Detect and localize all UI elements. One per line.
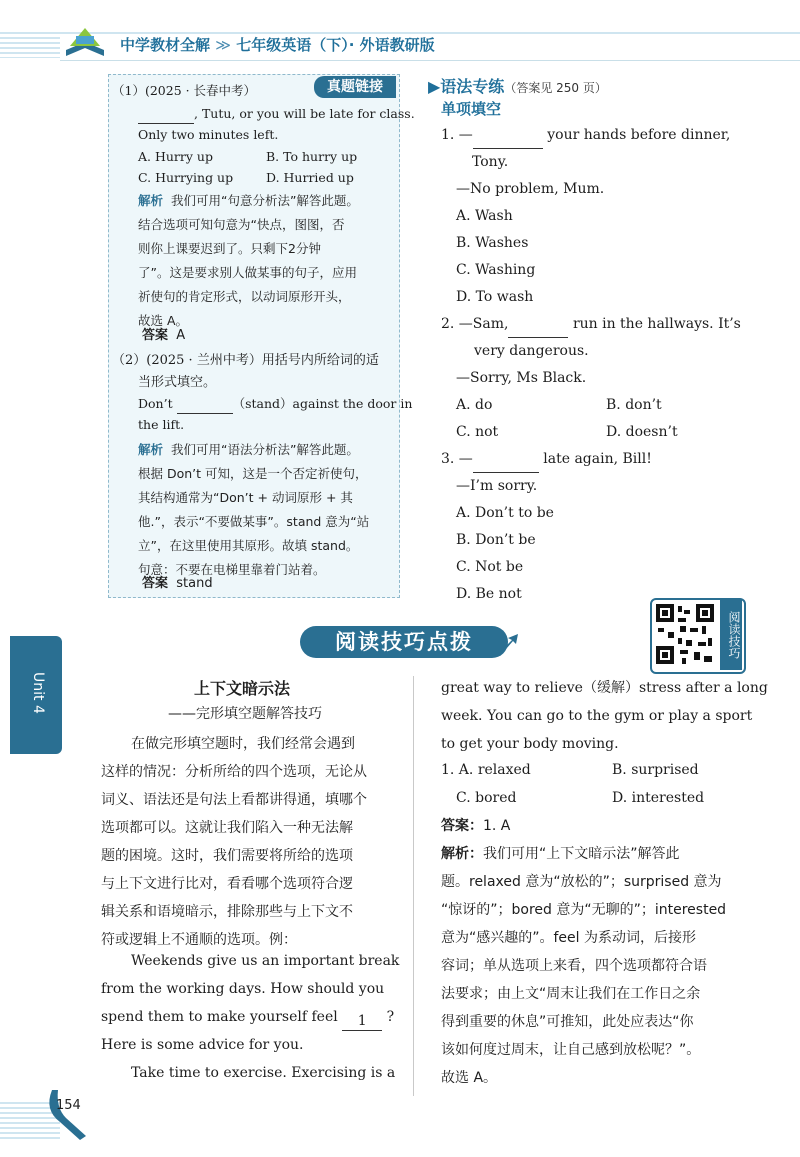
drill-q1-option-d: D. To wash (456, 289, 534, 305)
q1-analysis-label: 解析 (138, 193, 164, 208)
drill-q1-reply: —No problem, Mum. (456, 181, 605, 197)
example-text-cont: great way to relieve（缓解）stress after a long (441, 680, 768, 696)
q1-analysis-line: 我们可用“句意分析法”解答此题。 (170, 193, 359, 208)
example-analysis (441, 840, 680, 868)
drill-q2-option-a: A. do (456, 397, 493, 413)
q1-answer-value: A (176, 328, 186, 343)
q1-answer (142, 324, 185, 343)
method-subtitle: ——完形填空题解答技巧 (168, 706, 322, 722)
arrow-icon (496, 632, 520, 658)
q1-analysis (138, 189, 359, 333)
q-text: run in the hallways. It’s (572, 316, 741, 332)
q1-option-b: B. To hurry up (266, 149, 358, 164)
column-divider (413, 676, 414, 1096)
intro-paragraph: 选项都可以。这就让我们陷入一种无法解 (101, 820, 353, 836)
book-logo-icon (62, 20, 108, 60)
q1-line2: Only two minutes left. (138, 127, 279, 142)
q1-analysis-line: 结合选项可知句意为“快点，图图，否 (138, 217, 345, 232)
q2-answer-label: 答案 (142, 576, 169, 591)
q2-answer (142, 572, 213, 591)
q2-line1-end: （stand）against the door in (232, 396, 413, 411)
q2-answer-value: stand (176, 576, 213, 591)
qr-code-icon[interactable] (654, 602, 716, 666)
example-analysis-line: “惊讶的”；bored 意为“无聊的”；interested (441, 902, 727, 918)
drill-q3-option-c: C. Not be (456, 559, 524, 575)
intro-paragraph: 这样的情况：分析所给的四个选项，无论从 (101, 764, 367, 780)
q1-option-c: C. Hurrying up (138, 170, 234, 185)
q2-blank (177, 413, 233, 414)
example-answer (441, 812, 510, 840)
drill-q1-cont: Tony. (472, 154, 509, 170)
q-text: your hands before dinner, (547, 127, 731, 143)
intro-paragraph: 词义、语法还是句法上看都讲得通，填哪个 (101, 792, 367, 808)
intro-paragraph: 在做完形填空题时，我们经常会遇到 (131, 736, 355, 752)
q2-analysis (138, 438, 369, 582)
drill-q2-option-b: B. don’t (606, 397, 662, 413)
qr-side-label: 阅读技巧 (720, 600, 742, 670)
q1-analysis-line: 则你上课要迟到了。只剩下2分钟 (138, 241, 321, 256)
q-number: 1. — (441, 127, 473, 143)
drill-q2-option-d: D. doesn’t (606, 424, 678, 440)
q-text: late again, Bill! (543, 451, 652, 467)
intro-paragraph: 题的困境。这时，我们需要将所给的选项 (101, 848, 353, 864)
page-number: 154 (56, 1098, 81, 1113)
drill-q3 (441, 446, 652, 473)
drill-q3-option-d: D. Be not (456, 586, 522, 602)
q-number: 2. —Sam, (441, 316, 509, 332)
drill-q2-option-c: C. not (456, 424, 499, 440)
q1-answer-label: 答案 (142, 328, 169, 343)
unit-tab-label: Unit 4 (30, 672, 46, 714)
q2-line1 (138, 393, 412, 414)
exam-link-tag: 真题链接 (314, 76, 396, 98)
example-option-b: B. surprised (612, 762, 699, 778)
example-text: Take time to exercise. Exercising is a (131, 1065, 396, 1081)
q1-option-a: A. Hurry up (138, 149, 213, 164)
example-option-a: 1. A. relaxed (441, 762, 531, 778)
q2-source-cont: 当形式填空。 (138, 375, 217, 390)
example-analysis-label: 解析： (441, 846, 483, 862)
example-analysis-line: 容词；单从选项上来看，四个选项都符合语 (441, 958, 707, 974)
grammar-drill-title (428, 74, 607, 97)
example-option-c: C. bored (456, 790, 517, 806)
example-text-line: spend them to make yourself feel (101, 1009, 338, 1025)
example-text: Weekends give us an important break (131, 953, 400, 969)
example-analysis-line: 该如何度过周末，让自己感到放松呢？”。 (441, 1042, 701, 1058)
intro-paragraph: 符或逻辑上不通顺的选项。例： (101, 932, 297, 948)
header-title (120, 34, 435, 55)
drill-q3-reply: —I’m sorry. (456, 478, 538, 494)
drill-q3-option-a: A. Don’t to be (456, 505, 554, 521)
q1-line1 (138, 103, 415, 124)
example-text: from the working days. How should you (101, 981, 385, 997)
drill-q1-option-b: B. Washes (456, 235, 529, 251)
q2-analysis-line: 其结构通常为“Don’t + 动词原形 + 其 (138, 490, 353, 505)
book-name: 中学教材全解 (120, 36, 211, 54)
example-blank: 1 (342, 1012, 382, 1031)
drill-q3-option-b: B. Don’t be (456, 532, 536, 548)
grammar-drill-title-text: ▶语法专练 (428, 77, 505, 96)
page-number-curve-icon (40, 1086, 94, 1144)
example-text: Here is some advice for you. (101, 1037, 304, 1053)
q1-analysis-line: 故选 A。 (138, 313, 189, 328)
example-analysis-line: 意为“感兴趣的”。feel 为系动词，后接形 (441, 930, 697, 946)
example-analysis-line: 题。relaxed 意为“放松的”；surprised 意为 (441, 874, 722, 890)
q1-option-d: D. Hurried up (266, 170, 354, 185)
drill-q2 (441, 311, 741, 338)
q2-analysis-line: 他.”，表示“不要做某事”。stand 意为“站 (138, 514, 370, 529)
q-number: 3. — (441, 451, 473, 467)
q2-line2: the lift. (138, 417, 185, 432)
drill-q2-cont: very dangerous. (474, 343, 589, 359)
example-analysis-line: 故选 A。 (441, 1070, 498, 1086)
q2-analysis-label: 解析 (138, 442, 164, 457)
example-text-cont: to get your body moving. (441, 736, 619, 752)
q2-analysis-line: 我们可用“语法分析法”解答此题。 (170, 442, 359, 457)
example-analysis-line: 得到重要的休息”可推知，此处应表达“你 (441, 1014, 694, 1030)
q1-analysis-line: 祈使句的肯定形式，以动词原形开头， (138, 289, 351, 304)
reading-skills-banner: 阅读技巧点拨 (300, 626, 508, 658)
grade-label: 七年级英语（下）· 外语教研版 (236, 36, 435, 54)
q2-analysis-line: 句意：不要在电梯里靠着门站着。 (138, 562, 326, 577)
example-answer-value: 1. A (483, 818, 511, 834)
q2-line1-start: Don’t (138, 396, 173, 411)
grammar-drill-note: （答案见 250 页） (504, 81, 607, 95)
q2-source: （2）(2025 · 兰州中考）用括号内所给词的适 (112, 353, 379, 368)
header-arrow: ≫ (215, 36, 231, 54)
drill-q2-reply: —Sorry, Ms Black. (456, 370, 587, 386)
example-answer-label: 答案： (441, 818, 483, 834)
q2-analysis-line: 立”，在这里使用其原形。故填 stand。 (138, 538, 359, 553)
example-text-cont: week. You can go to the gym or play a sport (441, 708, 753, 724)
method-title: 上下文暗示法 (194, 679, 291, 698)
intro-paragraph: 辑关系和语境暗示，排除那些与上下文不 (101, 904, 353, 920)
example-analysis-line: 我们可用“上下文暗示法”解答此 (483, 846, 680, 862)
q1-analysis-line: 了”。这是要求别人做某事的句子，应用 (138, 265, 357, 280)
intro-paragraph: 与上下文进行比对，看看哪个选项符合逻 (101, 876, 353, 892)
unit-tab (10, 636, 62, 754)
q1-source: （1）(2025 · 长春中考） (112, 83, 257, 98)
q2-analysis-line: 根据 Don’t 可知，这是一个否定祈使句， (138, 466, 368, 481)
drill-q1 (441, 122, 730, 149)
drill-q1-option-c: C. Washing (456, 262, 536, 278)
q1-line1-text: , Tutu, or you will be late for class. (194, 106, 415, 121)
example-text (101, 1003, 394, 1031)
example-analysis-line: 法要求；由上文“周末让我们在工作日之余 (441, 986, 701, 1002)
example-question-mark: ? (386, 1009, 395, 1025)
single-choice-subtitle: 单项填空 (441, 100, 502, 118)
drill-q1-option-a: A. Wash (456, 208, 513, 224)
example-option-d: D. interested (612, 790, 705, 806)
